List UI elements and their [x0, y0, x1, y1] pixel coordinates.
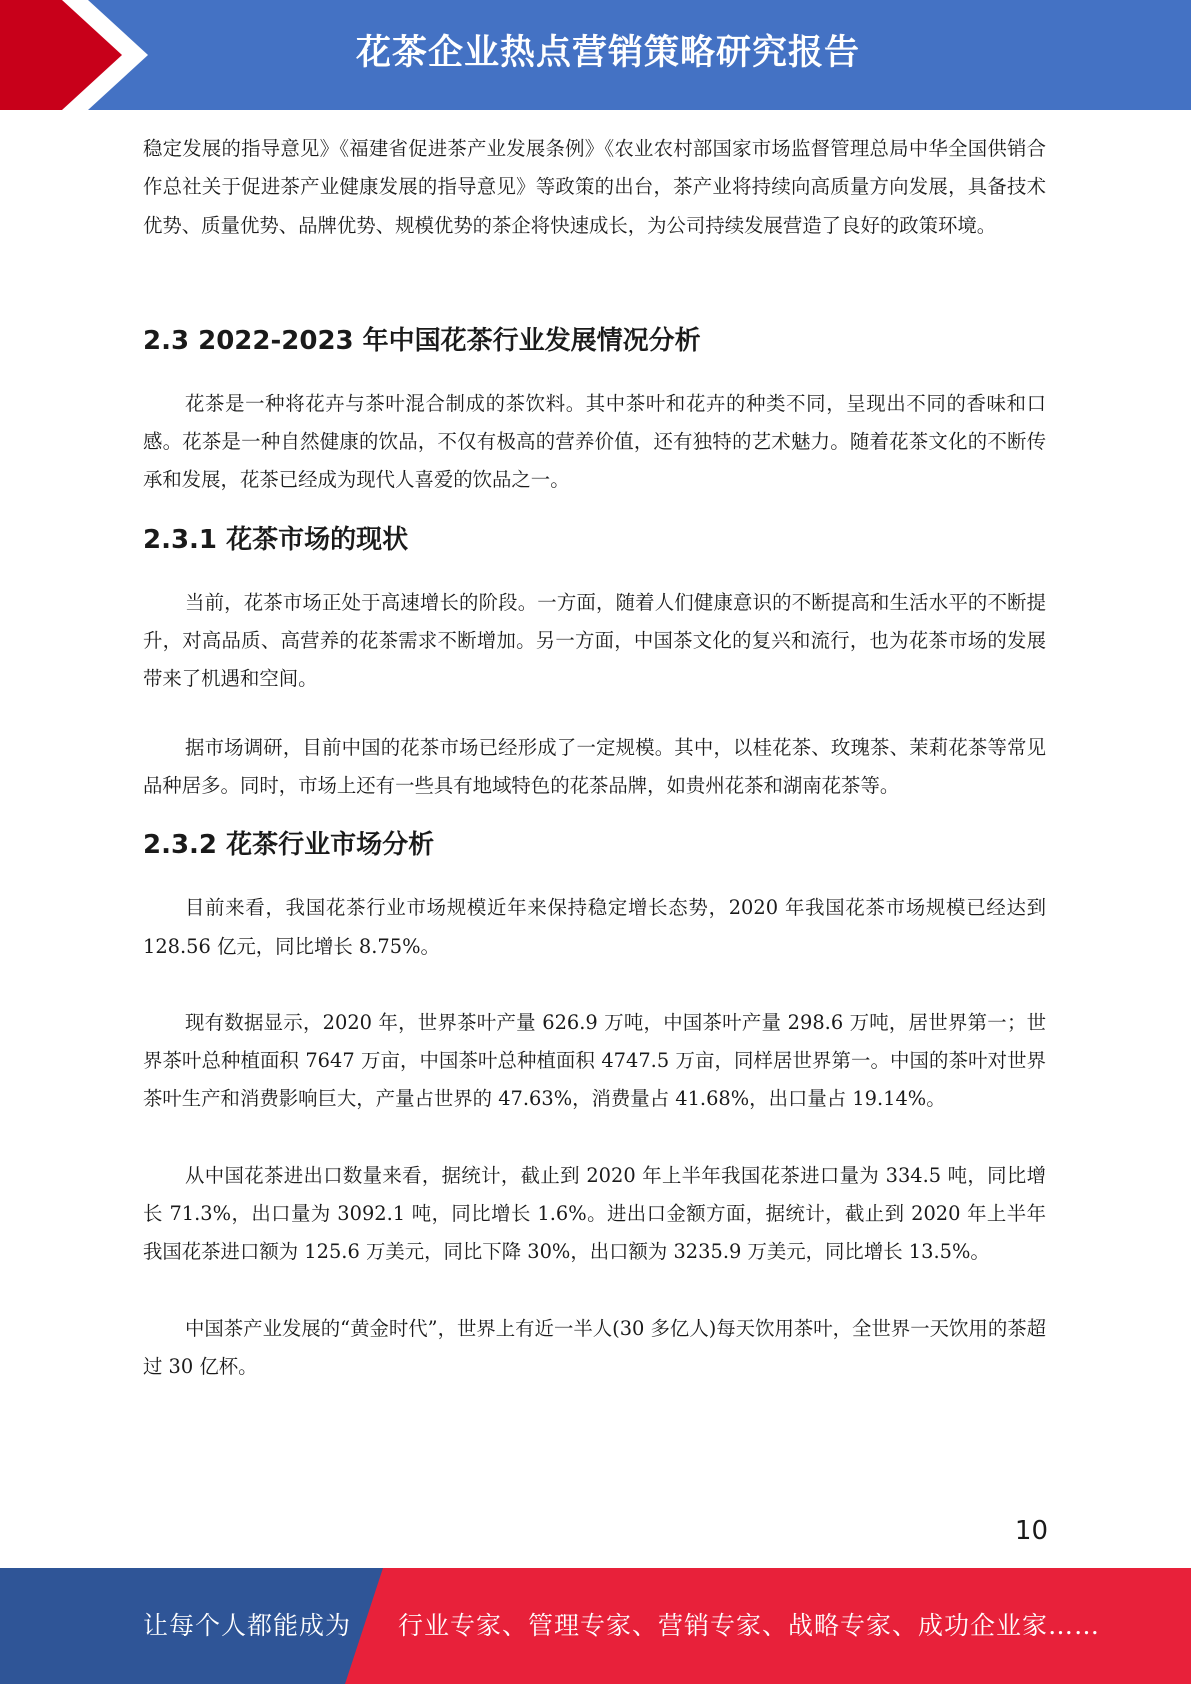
footer-slogan-left: 让每个人都能成为	[143, 1611, 352, 1640]
report-title: 花茶企业热点营销策略研究报告	[355, 33, 860, 73]
paragraph: 据市场调研，目前中国的花茶市场已经形成了一定规模。其中，以桂花茶、玫瑰茶、茉莉花茶等常见品种居多。同时，市场上还有一些具有地域特色的花茶品牌，如贵州花茶和湖南花茶等。	[143, 735, 1046, 797]
section-heading-2-3: 2.3 2022-2023 年中国花茶行业发展情况分析	[143, 325, 701, 356]
paragraph: 目前来看，我国花茶行业市场规模近年来保持稳定增长态势，2020 年我国花茶市场规模已经达到 128.56 亿元，同比增长 8.75%。	[143, 896, 1046, 958]
section-heading-2-3-2: 2.3.2 花茶行业市场分析	[143, 830, 435, 861]
page-footer	[0, 1568, 1191, 1684]
paragraph: 中国茶产业发展的“黄金时代”，世界上有近一半人(30 多亿人)每天饮用茶叶，全世界一天饮用的茶超过 30 亿杯。	[143, 1316, 1046, 1378]
paragraph: 现有数据显示，2020 年，世界茶叶产量 626.9 万吨，中国茶叶产量 298.6 万吨，居世界第一；世界茶叶总种植面积 7647 万亩，中国茶叶总种植面积 4747.5 万亩，同样居世界第一。中国的茶叶对世界茶叶生产和消费影响巨大，产量占世界的 47.63%，消费量占 41.68%，出口量占 19.14%。	[143, 1010, 1046, 1111]
section-2-3-paragraph: 花茶是一种将花卉与茶叶混合制成的茶饮料。其中茶叶和花卉的种类不同，呈现出不同的香味和口感。花茶是一种自然健康的饮品，不仅有极高的营养价值，还有独特的艺术魅力。随着花茶文化的不断传承和发展，花茶已经成为现代人喜爱的饮品之一。	[143, 391, 1046, 492]
footer-slogan-right: 行业专家、管理专家、营销专家、战略专家、成功企业家……	[398, 1611, 1101, 1640]
page-number: 10	[1014, 1516, 1048, 1546]
document-body	[143, 130, 1046, 1386]
page-header	[0, 0, 1191, 110]
paragraph: 从中国花茶进出口数量来看，据统计，截止到 2020 年上半年我国花茶进口量为 334.5 吨，同比增长 71.3%，出口量为 3092.1 吨，同比增长 1.6%。进出口金额方面，据统计，截止到 2020 年上半年我国花茶进口额为 125.6 万美元，同比下降 30%，出口额为 3235.9 万美元，同比增长 13.5%。	[143, 1163, 1046, 1264]
intro-paragraph: 稳定发展的指导意见》《福建省促进茶产业发展条例》《农业农村部国家市场监督管理总局中华全国供销合作总社关于促进茶产业健康发展的指导意见》等政策的出台，茶产业将持续向高质量方向发展，具备技术优势、质量优势、品牌优势、规模优势的茶企将快速成长，为公司持续发展营造了良好的政策环境。	[143, 137, 1046, 237]
paragraph: 当前，花茶市场正处于高速增长的阶段。一方面，随着人们健康意识的不断提高和生活水平的不断提升，对高品质、高营养的花茶需求不断增加。另一方面，中国茶文化的复兴和流行，也为花茶市场的发展带来了机遇和空间。	[143, 590, 1046, 691]
section-heading-2-3-1: 2.3.1 花茶市场的现状	[143, 524, 409, 555]
